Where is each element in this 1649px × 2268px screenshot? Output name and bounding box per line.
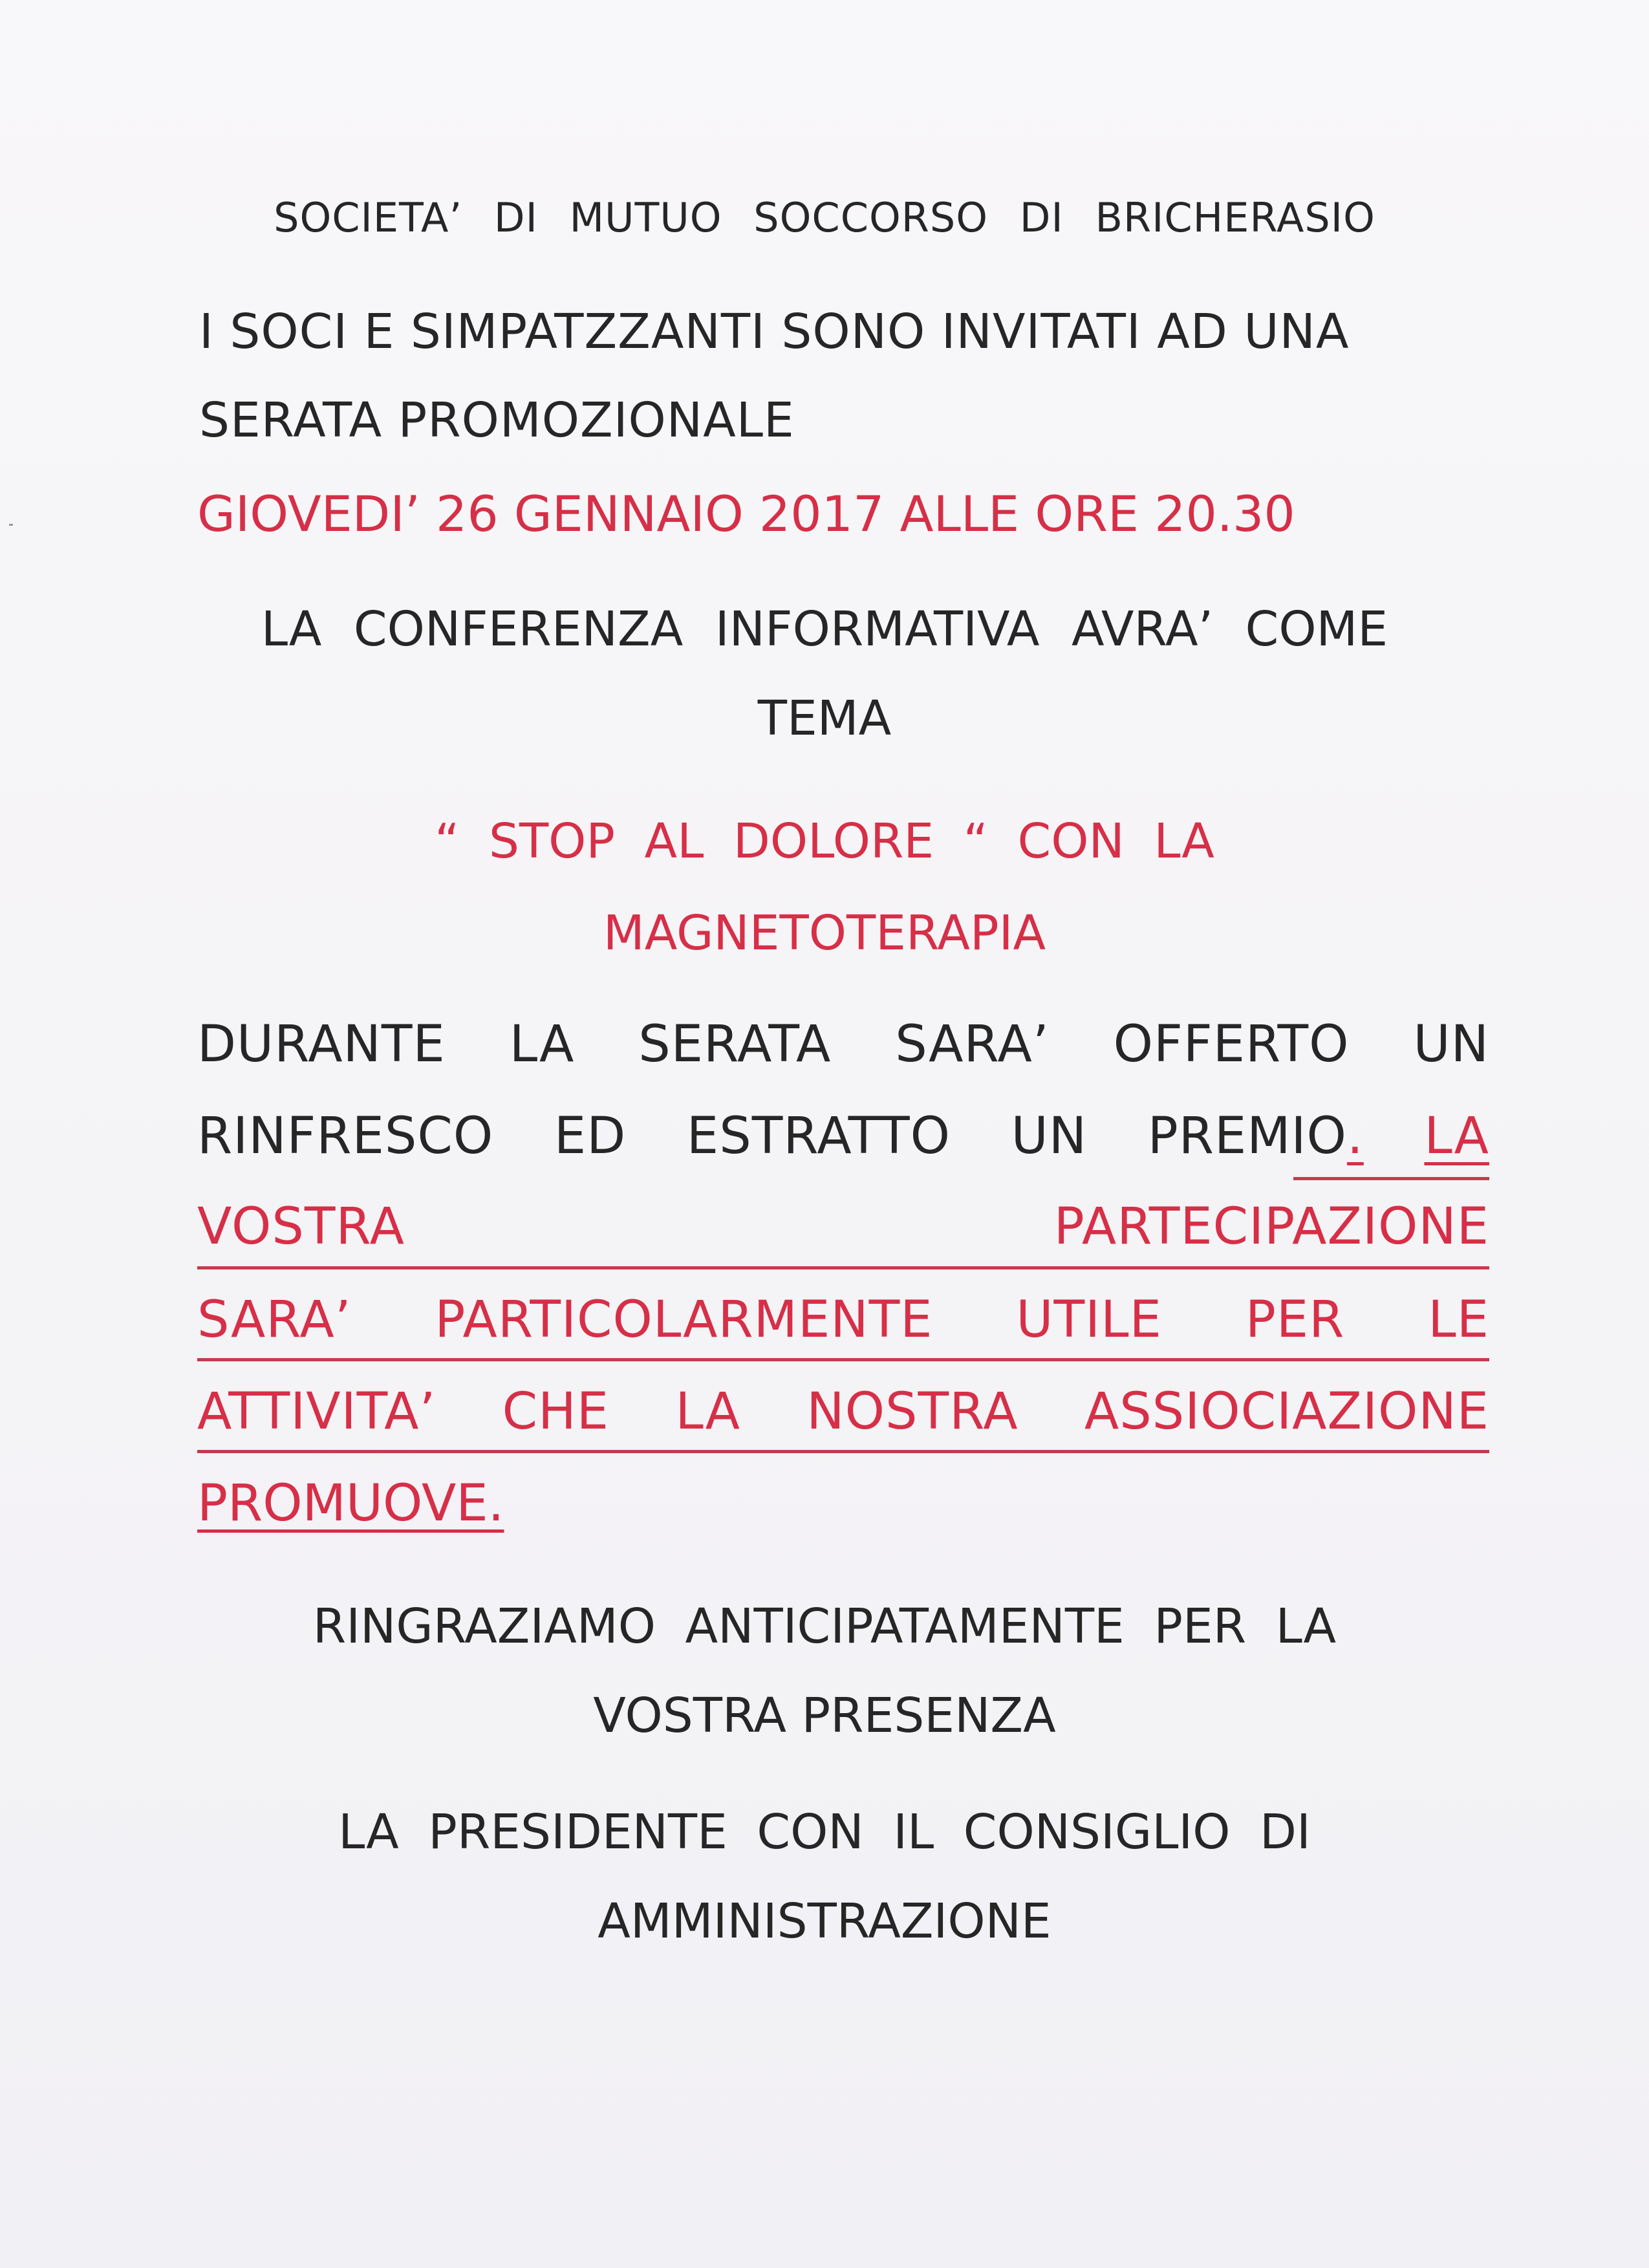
underline-rule xyxy=(197,1266,1489,1269)
word: ESTRATTO xyxy=(686,1107,951,1165)
invite-line-2: SERATA PROMOZIONALE xyxy=(199,393,795,448)
underline-rule xyxy=(197,1358,1489,1361)
underlined-word: SARA’ xyxy=(197,1291,352,1349)
word: SARA’ xyxy=(895,1015,1050,1074)
conference-line-1: LA CONFERENZA INFORMATIVA AVRA’ COME xyxy=(261,601,1388,657)
underlined-word: PER xyxy=(1245,1291,1345,1349)
underlined-word: LE xyxy=(1428,1291,1489,1349)
thanks-line-1: RINGRAZIAMO ANTICIPATAMENTE PER LA xyxy=(312,1599,1337,1654)
underlined-word: PARTECIPAZIONE xyxy=(1053,1198,1489,1256)
signature-line-1: LA PRESIDENTE CON IL CONSIGLIO DI xyxy=(338,1804,1311,1860)
signature-line-2: AMMINISTRAZIONE xyxy=(598,1894,1051,1949)
word: LA xyxy=(509,1015,575,1074)
topic-line-1: “ STOP AL DOLORE “ CON LA xyxy=(435,814,1214,869)
word: UN xyxy=(1413,1015,1489,1074)
word: PREMIO xyxy=(1147,1107,1347,1165)
organization-heading: SOCIETA’ DI MUTUO SOCCORSO DI BRICHERASIO xyxy=(274,194,1375,241)
paragraph-line-3 xyxy=(197,1198,1489,1256)
underlined-word: CHE xyxy=(502,1383,610,1441)
word: RINFRESCO xyxy=(197,1107,494,1165)
scan-edge-mark xyxy=(9,524,13,526)
word-group xyxy=(1148,1107,1364,1165)
paragraph-line-6 xyxy=(197,1474,504,1533)
underlined-word: ATTIVITA’ xyxy=(197,1383,436,1441)
underlined-word: UTILE xyxy=(1016,1291,1162,1349)
word: SERATA xyxy=(638,1015,832,1074)
topic-line-2: MAGNETOTERAPIA xyxy=(603,905,1046,961)
underlined-word: PARTICOLARMENTE xyxy=(435,1291,933,1349)
word: UN xyxy=(1011,1107,1088,1165)
underlined-word: PROMUOVE. xyxy=(197,1474,504,1533)
word: OFFERTO xyxy=(1113,1015,1350,1074)
underline-rule xyxy=(197,1450,1489,1453)
underlined-word: NOSTRA xyxy=(806,1383,1018,1441)
underlined-period: . xyxy=(1346,1107,1364,1165)
underlined-word: ASSIOCIAZIONE xyxy=(1084,1383,1489,1441)
paragraph-line-1 xyxy=(197,1015,1489,1074)
paragraph-line-2 xyxy=(197,1107,1489,1165)
underlined-word: LA xyxy=(1424,1107,1489,1165)
underlined-word: LA xyxy=(675,1383,740,1441)
underline-rule xyxy=(1293,1177,1489,1180)
word: ED xyxy=(554,1107,627,1165)
word: DURANTE xyxy=(197,1015,446,1074)
event-date-time: GIOVEDI’ 26 GENNAIO 2017 ALLE ORE 20.30 xyxy=(197,485,1295,543)
thanks-line-2: VOSTRA PRESENZA xyxy=(593,1688,1056,1744)
paragraph-line-5 xyxy=(197,1383,1489,1441)
underlined-word: VOSTRA xyxy=(197,1198,405,1256)
conference-line-2: TEMA xyxy=(757,691,892,746)
paragraph-line-4 xyxy=(197,1291,1489,1349)
invite-line-1: I SOCI E SIMPATZZANTI SONO INVITATI AD UNA xyxy=(199,304,1350,360)
